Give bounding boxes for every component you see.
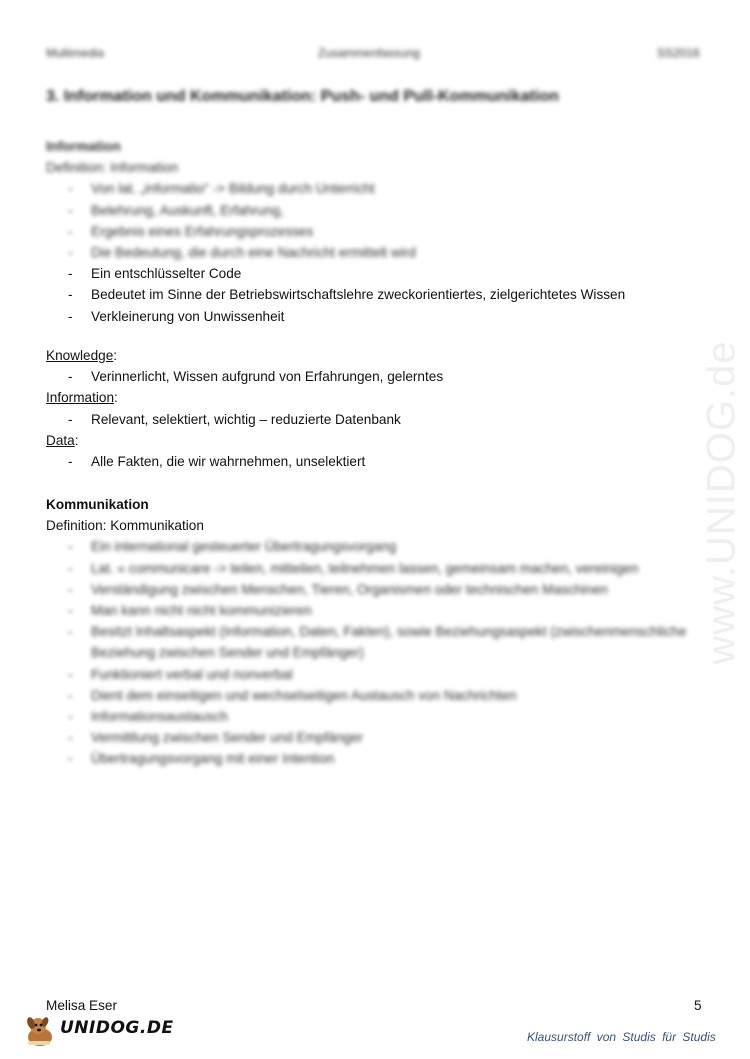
information-term-list — [46, 409, 711, 430]
terms-section — [46, 345, 711, 472]
list-item: - Verkleinerung von Unwissenheit — [46, 306, 711, 327]
list-item: - Die Bedeutung, die durch eine Nachricht ermittelt wird — [46, 242, 711, 263]
watermark-text: www.UNIDOG.de — [699, 340, 744, 665]
page-number: 5 — [694, 998, 702, 1013]
list-item: - Belehrung, Auskunft, Erfahrung, — [46, 200, 711, 221]
list-item: - Dient dem einseitigen und wechselseitigen Austausch von Nachrichten — [46, 685, 711, 706]
list-item: - Vermittlung zwischen Sender und Empfänger — [46, 727, 711, 748]
dog-mascot-icon — [22, 1013, 62, 1049]
knowledge-term — [46, 345, 711, 366]
list-item: - Informationsaustausch — [46, 706, 711, 727]
list-item: - Von lat. „informatio“ -> Bildung durch Unterricht — [46, 178, 711, 199]
footer-slogan: Klausurstoff von Studis für Studis — [527, 1030, 716, 1044]
list-item: - Bedeutet im Sinne der Betriebswirtschaftslehre zweckorientiertes, zielgerichtetes Wissen — [46, 284, 711, 305]
colon: : — [74, 432, 79, 448]
page-title: 3. Information und Kommunikation: Push- und Pull-Kommunikation — [46, 88, 559, 105]
logo-text: UNIDOG.DE — [60, 1018, 174, 1038]
list-item: - Verständigung zwischen Menschen, Tieren, Organismen oder technischen Maschinen — [46, 579, 711, 600]
list-item: - Übertragungsvorgang mit einer Intention — [46, 748, 711, 769]
list-item: - Verinnerlicht, Wissen aufgrund von Erfahrungen, gelerntes — [46, 366, 711, 387]
knowledge-label: Knowledge — [46, 348, 114, 363]
unidog-logo[interactable] — [22, 1013, 174, 1049]
footer-author: Melisa Eser — [46, 998, 118, 1013]
list-item: - Funktioniert verbal und nonverbal — [46, 664, 711, 685]
list-item: - Alle Fakten, die wir wahrnehmen, unselektiert — [46, 451, 711, 472]
information-list — [46, 178, 711, 326]
information-term — [46, 387, 711, 408]
data-term — [46, 430, 711, 451]
list-item: - Besitzt Inhaltsaspekt (Information, Daten, Fakten), sowie Beziehungsaspekt (zwischenmenschliche Beziehung zwischen Sender und Empfänger) — [46, 621, 711, 663]
colon: : — [114, 390, 118, 406]
data-list — [46, 451, 711, 472]
colon: : — [113, 348, 118, 363]
information-definition: Definition: Information — [46, 160, 179, 176]
knowledge-list — [46, 366, 711, 387]
list-item: - Ein international gesteuerter Übertragungsvorgang — [46, 536, 711, 557]
list-item: - Ergebnis eines Erfahrungsprozesses — [46, 221, 711, 242]
data-label: Data — [46, 432, 75, 448]
kommunikation-definition: Definition: Kommunikation — [46, 518, 204, 534]
watermark — [692, 275, 744, 735]
kommunikation-section — [46, 494, 711, 770]
kommunikation-heading: Kommunikation — [46, 497, 149, 512]
list-item: - Relevant, selektiert, wichtig – reduzierte Datenbank — [46, 409, 711, 430]
information-section — [46, 136, 711, 327]
list-item: - Lat. « communicare -> teilen, mitteilen, teilnehmen lassen, gemeinsam machen, vereinigen — [46, 558, 711, 579]
list-item: - Man kann nicht nicht kommunizieren — [46, 600, 711, 621]
information-label: Information — [46, 390, 115, 406]
list-item: - Ein entschlüsselter Code — [46, 263, 711, 284]
header-semester: SS2016 — [657, 46, 700, 60]
header-course: Multimedia — [46, 46, 105, 60]
header-doc-type: Zusammenfassung — [318, 46, 421, 60]
information-heading: Information — [46, 139, 121, 154]
kommunikation-list — [46, 536, 711, 769]
